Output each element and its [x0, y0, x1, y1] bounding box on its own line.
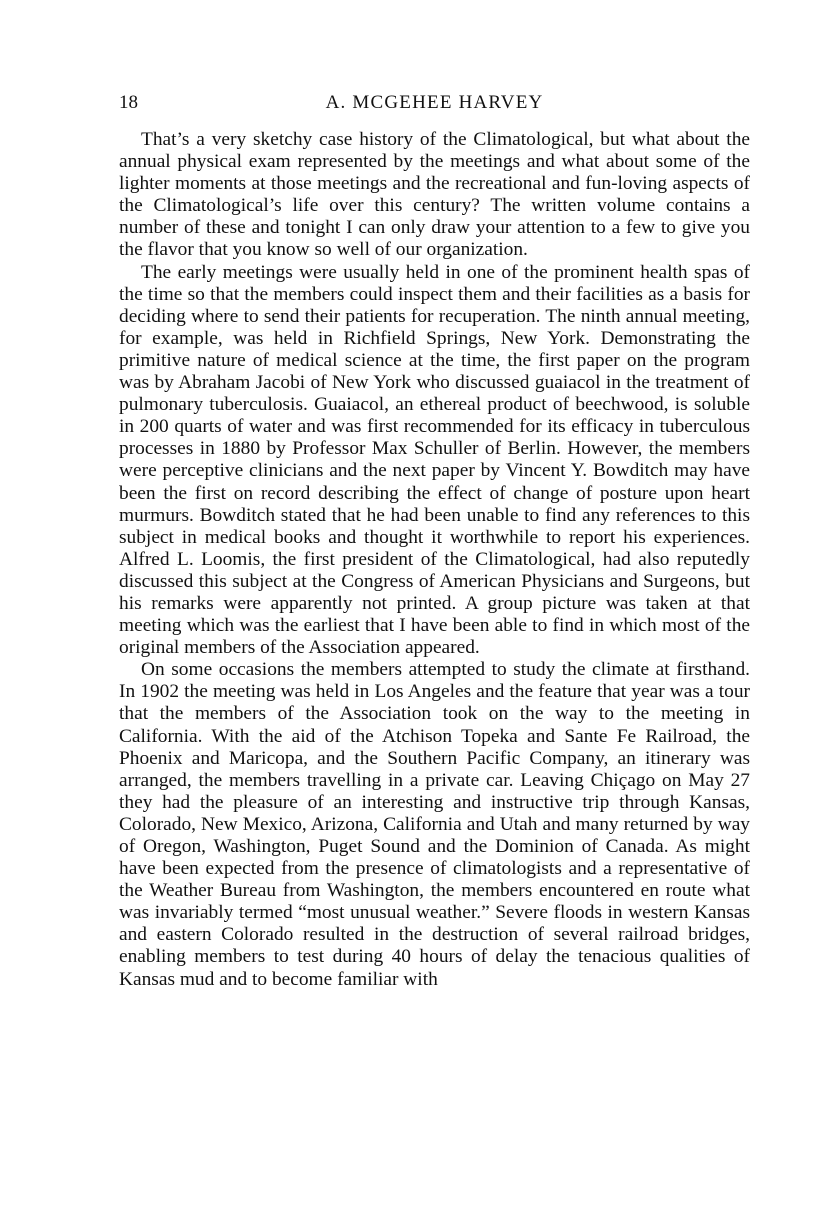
page-header	[119, 88, 750, 118]
running-head: A. MCGEHEE HARVEY	[325, 92, 544, 113]
body-text	[119, 129, 750, 991]
paragraph-1: That’s a very sketchy case history of the Climatological, but what about the annual physical exam represented by the meetings and what about some of the lighter moments at those meetings and the recreational and fun-loving aspects of the Climatological’s life over this century? The written volume contains a number of these and tonight I can only draw your attention to a few to give you the flavor that you know so well of our organization.	[119, 129, 750, 261]
paragraph-3: On some occasions the members attempted to study the climate at firsthand. In 1902 the meeting was held in Los Angeles and the feature that year was a tour that the members of the Association took on the way to the meeting in California. With the aid of the Atchison Topeka and Sante Fe Railroad, the Phoenix and Maricopa, and the Southern Pacific Company, an itinerary was arranged, the members travelling in a private car. Leaving Chiçago on May 27 they had the pleasure of an interesting and instructive trip through Kansas, Colorado, New Mexico, Arizona, California and Utah and many returned by way of Oregon, Washington, Puget Sound and the Dominion of Canada. As might have been expected from the presence of climatologists and a representative of the Weather Bureau from Washington, the members encountered en route what was invariably termed “most unusual weather.” Severe floods in western Kansas and eastern Colorado resulted in the destruction of several railroad bridges, enabling members to test during 40 hours of delay the tenacious qualities of Kansas mud and to become familiar with	[119, 659, 750, 990]
page-number: 18	[119, 92, 138, 113]
document-page	[119, 88, 750, 991]
paragraph-2: The early meetings were usually held in one of the prominent health spas of the time so that the members could inspect them and their facilities as a basis for deciding where to send their patients for recuperation. The ninth annual meeting, for example, was held in Richfield Springs, New York. Demonstrating the primitive nature of medical science at the time, the first paper on the program was by Abraham Jacobi of New York who discussed guaiacol in the treatment of pulmonary tuberculosis. Guaiacol, an ethereal product of beechwood, is soluble in 200 quarts of water and was first recommended for its efficacy in tuberculous processes in 1880 by Professor Max Schuller of Berlin. However, the members were perceptive clinicians and the next paper by Vincent Y. Bowditch may have been the first on record describing the effect of change of posture upon heart murmurs. Bowditch stated that he had been unable to find any references to this subject in medical books and thought it worthwhile to report his experiences. Alfred L. Loomis, the first president of the Climatological, had also reputedly discussed this subject at the Congress of American Physicians and Surgeons, but his remarks were apparently not printed. A group picture was taken at that meeting which was the earliest that I have been able to find in which most of the original members of the Association appeared.	[119, 261, 750, 659]
